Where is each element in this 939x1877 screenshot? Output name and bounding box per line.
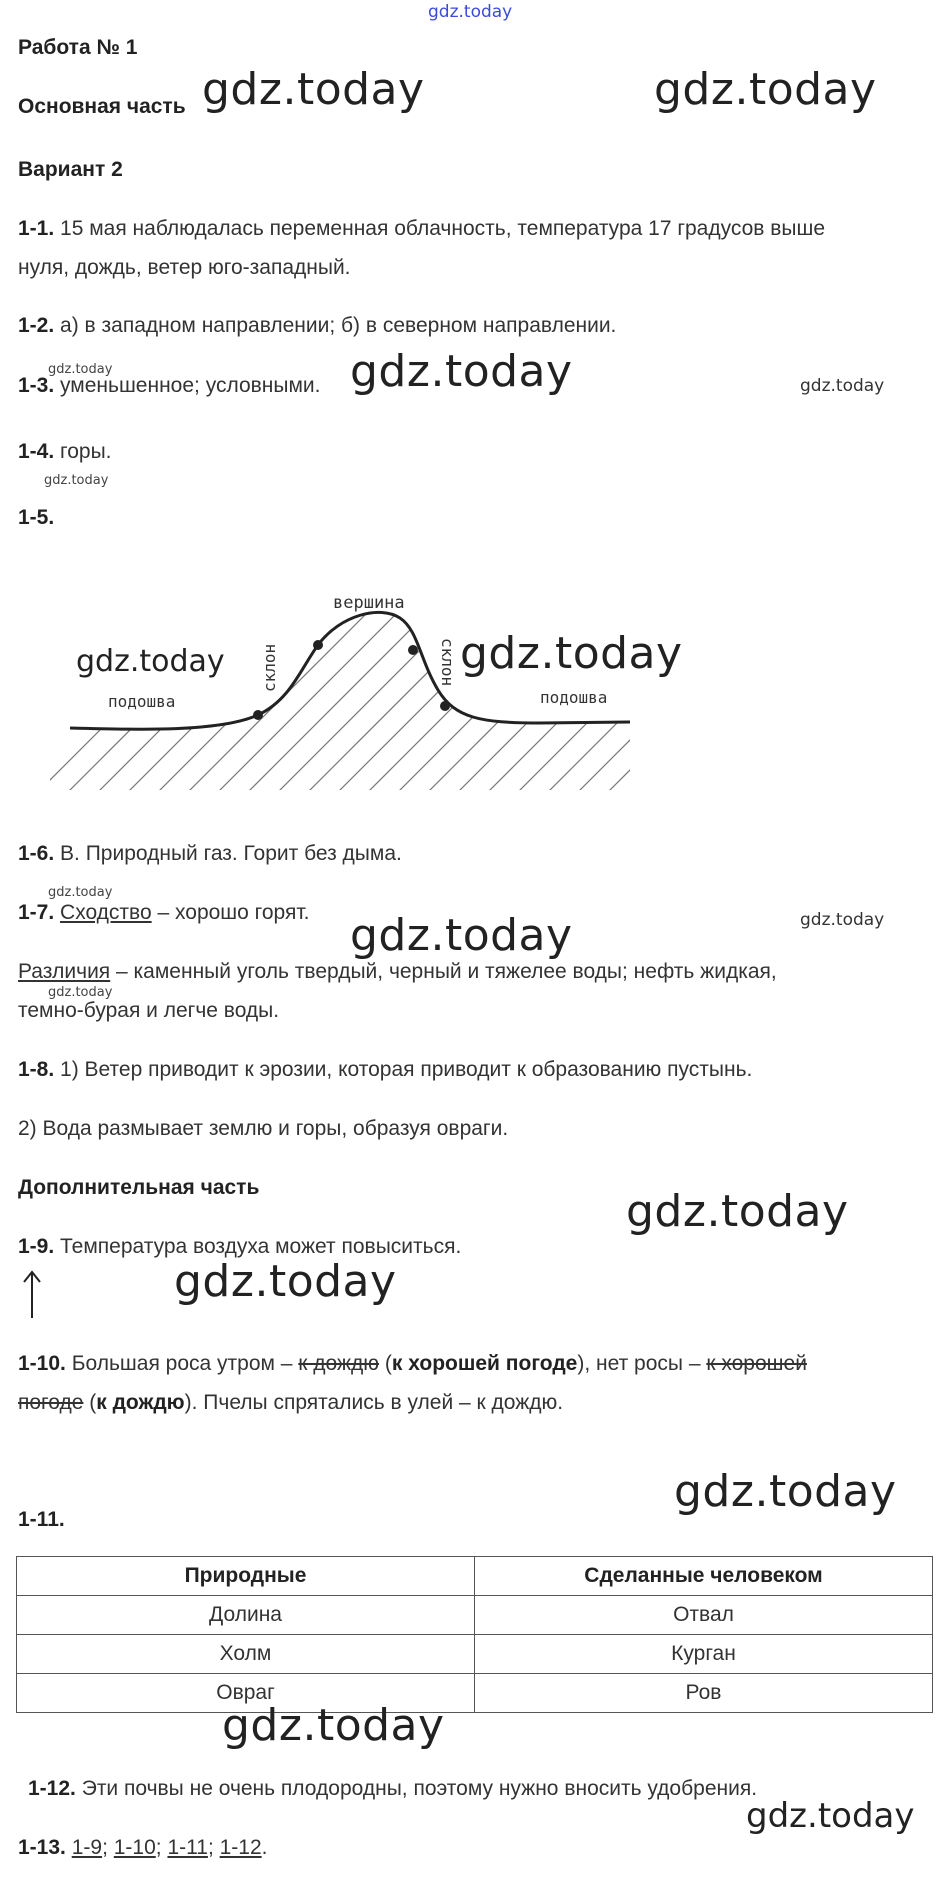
answer-1-6	[18, 842, 402, 866]
answer-1-7-line2	[18, 960, 777, 984]
answer-text: уменьшенное; условными.	[60, 374, 321, 397]
reference-link[interactable]: 1-10	[113, 1836, 156, 1859]
answer-number: 1-13.	[18, 1836, 66, 1859]
watermark: gdz.today	[202, 64, 425, 115]
bold-correction: к дождю	[96, 1391, 185, 1414]
answer-1-1-line2: нуля, дождь, ветер юго-западный.	[18, 256, 351, 279]
answer-number: 1-4.	[18, 440, 55, 463]
similarity-text: – хорошо горят.	[151, 901, 310, 924]
answer-number: 1-6.	[18, 842, 55, 865]
answer-1-1-line1	[18, 217, 825, 241]
watermark: gdz.today	[626, 1186, 849, 1237]
label-slope-right: склон	[438, 638, 457, 687]
answer-1-12	[28, 1777, 757, 1801]
answer-number: 1-10.	[18, 1352, 66, 1375]
mountain-diagram	[0, 560, 939, 810]
answer-1-3	[18, 374, 320, 398]
struck-text: к дождю	[298, 1352, 380, 1375]
table-cell: Долина	[17, 1596, 475, 1635]
label-base-left: подошва	[108, 692, 176, 711]
differences-text: – каменный уголь твердый, черный и тяжелее воды; нефть жидкая,	[110, 960, 777, 983]
watermark: gdz.today	[48, 885, 113, 900]
watermark: gdz.today	[222, 1700, 445, 1751]
answer-1-10-line2: погоде (к дождю). Пчелы спрятались в улей – к дождю.	[18, 1391, 564, 1414]
answer-1-2	[18, 314, 616, 338]
watermark: gdz.today	[48, 362, 113, 377]
answer-1-8-line2: 2) Вода размывает землю и горы, образуя овраги.	[18, 1117, 509, 1140]
watermark-top: gdz.today	[428, 2, 513, 22]
watermark: gdz.today	[350, 910, 573, 961]
answer-1-7-line3: темно-бурая и легче воды.	[18, 999, 280, 1022]
table-cell: Ров	[475, 1674, 933, 1713]
watermark: gdz.today	[800, 376, 885, 396]
table-row	[17, 1635, 933, 1674]
answer-number: 1-8.	[18, 1058, 55, 1081]
answer-number: 1-3.	[18, 374, 55, 397]
answer-text: В. Природный газ. Горит без дыма.	[60, 842, 402, 865]
top-point-right	[408, 645, 418, 655]
differences-label: Различия	[18, 960, 111, 983]
table-row	[17, 1674, 933, 1713]
reference-link[interactable]: 1-11	[167, 1836, 208, 1859]
table-cell: Овраг	[17, 1674, 475, 1713]
reference-link[interactable]: 1-12	[219, 1836, 262, 1859]
answer-1-7-line1	[18, 901, 309, 925]
answer-1-13: 1-13. 1-9; 1-10; 1-11; 1-12.	[18, 1836, 268, 1859]
watermark: gdz.today	[746, 1796, 915, 1836]
section-main-title: Основная часть	[18, 95, 186, 118]
watermark: gdz.today	[800, 910, 885, 930]
answer-1-8-line1	[18, 1058, 752, 1082]
watermark: gdz.today	[674, 1466, 897, 1517]
watermark: gdz.today	[460, 628, 683, 679]
label-slope-left: склон	[260, 643, 279, 692]
table-row	[17, 1596, 933, 1635]
section-extra-title: Дополнительная часть	[18, 1176, 260, 1199]
struck-text: погоде	[18, 1391, 84, 1414]
answer-1-4	[18, 440, 112, 464]
watermark: gdz.today	[48, 985, 113, 1000]
top-point-left	[313, 640, 323, 650]
struck-text: к хорошей	[706, 1352, 807, 1375]
answer-number: 1-2.	[18, 314, 55, 337]
table-header: Сделанные человеком	[475, 1557, 933, 1596]
watermark: gdz.today	[654, 64, 877, 115]
table-header: Природные	[17, 1557, 475, 1596]
table-cell: Курган	[475, 1635, 933, 1674]
bold-correction: к хорошей погоде	[391, 1352, 578, 1375]
answer-1-5-number: 1-5.	[18, 506, 55, 529]
answer-text: Температура воздуха может повыситься.	[60, 1235, 462, 1258]
answer-number: 1-7.	[18, 901, 55, 924]
answer-text: 1) Ветер приводит к эрозии, которая приводит к образованию пустынь.	[60, 1058, 753, 1081]
table-cell: Холм	[17, 1635, 475, 1674]
foot-point-left	[253, 710, 263, 720]
answer-number: 1-12.	[28, 1777, 76, 1800]
label-base-right: подошва	[540, 688, 608, 707]
foot-point-right	[440, 701, 450, 711]
answer-text: горы.	[60, 440, 112, 463]
answer-text: Эти почвы не очень плодородны, поэтому нужно вносить удобрения.	[81, 1777, 758, 1800]
work-title: Работа № 1	[18, 36, 138, 59]
table-header-row	[17, 1557, 933, 1596]
label-top: вершина	[333, 593, 405, 613]
reference-link[interactable]: 1-9	[71, 1836, 103, 1859]
answer-text: а) в западном направлении; б) в северном направлении.	[60, 314, 617, 337]
table-cell: Отвал	[475, 1596, 933, 1635]
answer-1-11-number: 1-11.	[18, 1508, 65, 1531]
answer-number: 1-1.	[18, 217, 55, 240]
watermark: gdz.today	[350, 346, 573, 397]
variant-title: Вариант 2	[18, 158, 123, 181]
watermark: gdz.today	[44, 473, 109, 488]
watermark: gdz.today	[76, 644, 225, 679]
arrow-up-icon	[22, 1270, 42, 1320]
watermark: gdz.today	[174, 1256, 397, 1307]
similarity-label: Сходство	[60, 901, 152, 924]
answer-1-10-line1: 1-10. Большая роса утром – к дождю (к хорошей погоде), нет росы – к хорошей	[18, 1352, 807, 1375]
objects-table	[16, 1556, 933, 1713]
answer-number: 1-9.	[18, 1235, 55, 1258]
answer-text: 15 мая наблюдалась переменная облачность, температура 17 градусов выше	[60, 217, 826, 240]
